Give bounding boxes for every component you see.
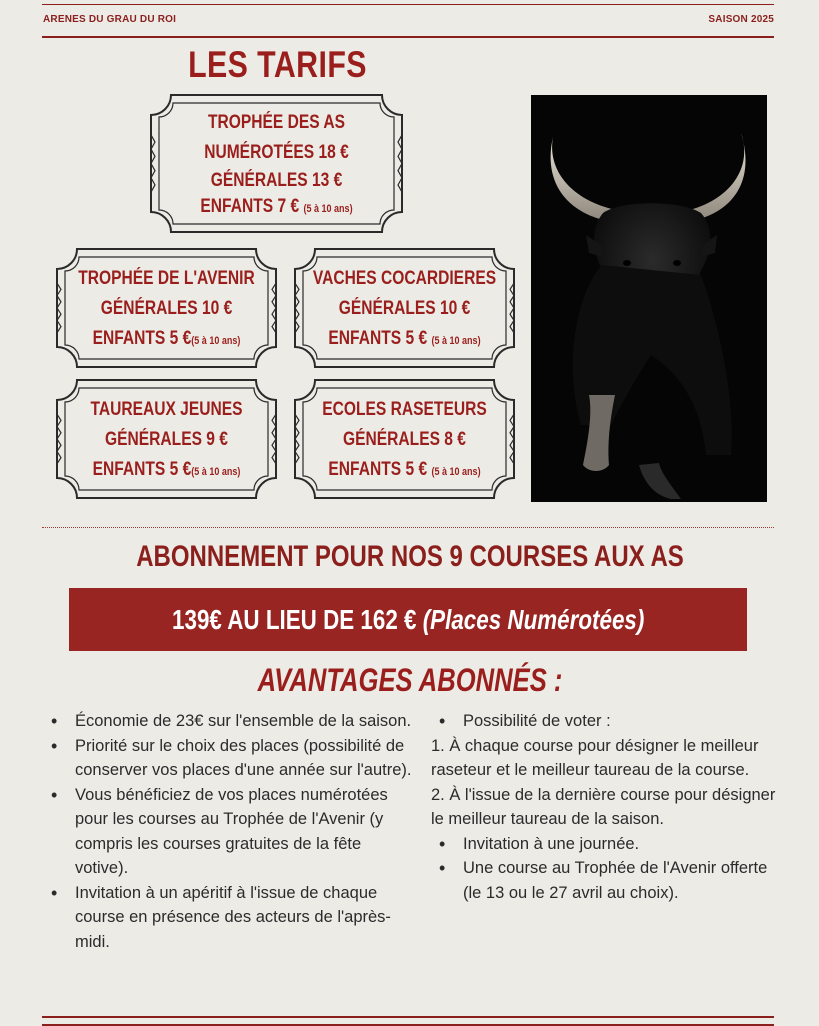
benefits-title: AVANTAGES ABONNÉS : — [257, 662, 563, 698]
ticket-title: TROPHÉE DE L'AVENIR — [78, 268, 255, 289]
ticket-price-enfants: ENFANTS 5 € (5 à 10 ans) — [328, 328, 481, 349]
venue-name: ARENES DU GRAU DU ROI — [43, 14, 177, 25]
age-note: (5 à 10 ans) — [303, 203, 353, 215]
price-note: (Places Numérotées) — [422, 603, 645, 635]
ticket-ecoles-raseteurs — [292, 377, 517, 501]
footer-rule — [42, 1016, 774, 1026]
benefits-right-column — [431, 709, 781, 905]
list-item: • Une course au Trophée de l'Avenir offerte (le 13 ou le 27 avril au choix). — [431, 856, 781, 905]
ticket-price-generales: GÉNÉRALES 9 € — [105, 429, 228, 450]
ticket-vaches-cocardieres — [292, 246, 517, 370]
list-item: • Invitation à une journée. — [431, 832, 781, 857]
list-item: • Vous bénéficiez de vos places numérotées pour les courses au Trophée de l'Avenir (y compris les courses gratuites de la fête votive). — [43, 783, 418, 881]
age-note: (5 à 10 ans) — [431, 466, 481, 478]
age-note: (5 à 10 ans) — [191, 466, 241, 478]
subscription-price-band — [69, 588, 747, 651]
ticket-price-enfants: ENFANTS 7 € (5 à 10 ans) — [200, 196, 353, 217]
bull-photo — [531, 95, 767, 502]
ticket-title: TROPHÉE DES AS — [207, 112, 346, 133]
page-title: LES TARIFS — [188, 44, 367, 85]
age-note: (5 à 10 ans) — [191, 335, 241, 347]
vote-option-1: 1. À chaque course pour désigner le meilleur raseteur et le meilleur taureau de la course. — [431, 736, 759, 779]
ticket-price-enfants: ENFANTS 5 € (5 à 10 ans) — [328, 459, 481, 480]
ticket-title: VACHES COCARDIERES — [312, 268, 497, 289]
list-item: • Possibilité de voter : — [431, 709, 781, 734]
ticket-trophee-des-as — [148, 92, 405, 235]
ticket-price-generales: GÉNÉRALES 13 € — [210, 170, 343, 191]
bull-illustration — [531, 95, 767, 502]
ticket-taureaux-jeunes — [54, 377, 279, 501]
list-item: • Économie de 23€ sur l'ensemble de la saison. — [43, 709, 418, 734]
section-divider — [42, 527, 774, 528]
header-bottom-rule — [42, 36, 774, 38]
list-item: • Invitation à un apéritif à l'issue de chaque course en présence des acteurs de l'après-midi. — [43, 881, 418, 955]
ticket-title: ECOLES RASETEURS — [322, 399, 487, 420]
ticket-title: TAUREAUX JEUNES — [90, 399, 243, 420]
ticket-price-enfants: ENFANTS 5 €(5 à 10 ans) — [92, 459, 241, 480]
ticket-price-numerotees: NUMÉROTÉES 18 € — [204, 142, 349, 163]
ticket-trophee-avenir — [54, 246, 279, 370]
header-top-rule — [42, 4, 774, 5]
ticket-price-generales: GÉNÉRALES 8 € — [343, 429, 466, 450]
subscription-title: ABONNEMENT POUR NOS 9 COURSES AUX AS — [136, 540, 684, 573]
ticket-price-generales: GÉNÉRALES 10 € — [100, 298, 233, 319]
vote-option-2: 2. À l'issue de la dernière course pour désigner le meilleur taureau de la saison. — [431, 785, 776, 828]
ticket-price-enfants: ENFANTS 5 €(5 à 10 ans) — [92, 328, 241, 349]
ticket-price-generales: GÉNÉRALES 10 € — [338, 298, 471, 319]
season-label: SAISON 2025 — [708, 14, 774, 25]
list-item: • Priorité sur le choix des places (possibilité de conserver vos places d'une année sur l'autre). — [43, 734, 418, 783]
age-note: (5 à 10 ans) — [431, 335, 481, 347]
subscription-price: 139€ AU LIEU DE 162 € (Places Numérotées) — [171, 603, 645, 635]
benefits-left-column — [43, 709, 418, 954]
